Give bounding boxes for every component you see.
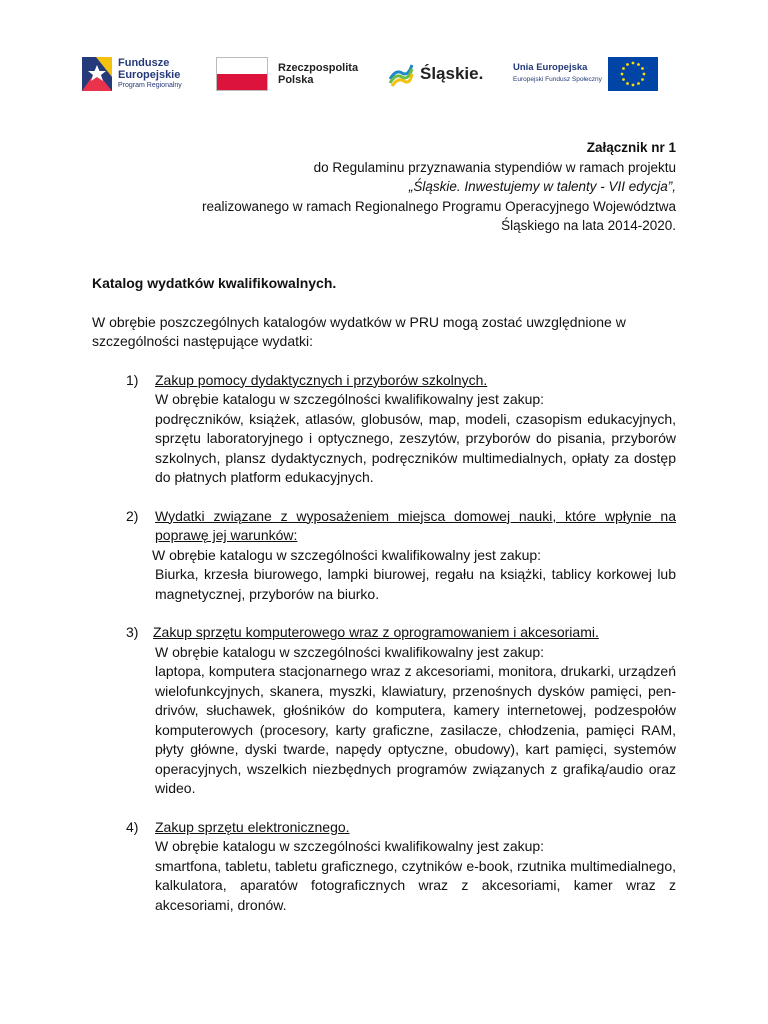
list-item-heading: Zakup sprzętu elektronicznego.: [155, 818, 350, 835]
unia-europejska-logo: [513, 50, 658, 98]
rzeczpospolita-logo: [216, 50, 358, 98]
list-item-lead: W obrębie katalogu w szczególności kwalifikowalny jest zakup:: [155, 391, 545, 407]
fe-star-icon: [82, 53, 112, 95]
document-body: [92, 274, 676, 934]
list-item-description: smartfona, tabletu, tabletu graficznego, czytników e-book, rzutnika multimedialnego, kalkulatora, aparatów fotograficznych wraz z akcesoriami, kamer wraz z akcesoriami, dronów.: [155, 857, 676, 913]
list-item: [92, 623, 676, 799]
slaskie-wave-icon: [388, 61, 414, 87]
list-item-number: 4): [126, 818, 139, 835]
list-item: [92, 818, 676, 916]
annex-title: Załącznik nr 1: [586, 140, 676, 155]
fundusze-europejskie-logo: [82, 50, 182, 98]
fe-line1: Fundusze: [118, 57, 170, 69]
eu-flag-icon: [608, 57, 658, 91]
list-item-heading: Zakup pomocy dydaktycznych i przyborów szkolnych.: [155, 371, 488, 388]
annex-header: [116, 138, 676, 236]
slaskie-text: Śląskie.: [420, 64, 484, 83]
slaskie-logo: [388, 50, 483, 98]
rp-line2: Polska: [278, 74, 314, 86]
fe-line3: Program Regionalny: [118, 82, 182, 89]
list-item-lead: W obrębie katalogu w szczególności kwalifikowalny jest zakup:: [152, 546, 542, 563]
polish-flag-icon: [216, 57, 268, 91]
list-item-heading: Zakup sprzętu komputerowego wraz z oprogramowaniem i akcesoriami.: [153, 624, 599, 640]
list-item-description: Biurka, krzesła biurowego, lampki biurowej, regału na książki, tablicy korkowej lub magnetycznej, przyborów na biurko.: [155, 566, 676, 602]
list-item-description: podręczników, książek, atlasów, globusów, map, modeli, czasopism edukacyjnych, sprzętu laboratoryjnego i optycznego, zeszytów, przyborów do pisania, przyborów szkolnych, plansz dydaktycznych, podręczników multimedialnych, opłaty za dostęp do płatnych platform edukacyjnych.: [155, 410, 676, 485]
intro-paragraph: W obrębie poszczególnych katalogów wydatków w PRU mogą zostać uwzględnione w szczególności następujące wydatki:: [92, 313, 626, 349]
annex-line4: Śląskiego na lata 2014-2020.: [501, 218, 676, 233]
list-item-number: 2): [126, 507, 139, 524]
list-item: [92, 371, 676, 488]
list-item-heading: Wydatki związane z wyposażeniem miejsca domowej nauki, które wpłynie na poprawę jej warunków:: [155, 507, 676, 543]
list-item-lead: W obrębie katalogu w szczególności kwalifikowalny jest zakup:: [155, 643, 545, 660]
annex-line1: do Regulaminu przyznawania stypendiów w ramach projektu: [313, 159, 676, 175]
list-item-description: laptopa, komputera stacjonarnego wraz z akcesoriami, monitora, drukarki, urządzeń wielofunkcyjnych, skanera, myszki, klawiatury, przenośnych dysków pamięci, pen-drivów, słuchawek, głośników do komputera, kamery internetowej, podzespołów komputerowych (procesory, karty graficzne, zasilacze, chłodzenia, pamięci RAM, płyty główne, dyski twarde, napędy optyczne, obudowy), kart pamięci, systemów operacyjnych, wszelkich niezbędnych programów związanych z grafiką/audio oraz wideo.: [155, 663, 676, 796]
catalog-title: Katalog wydatków kwalifikowalnych.: [92, 275, 337, 291]
list-item: [92, 507, 676, 605]
list-item-number: 3): [126, 624, 139, 640]
list-item-number: 1): [126, 371, 139, 388]
list-item-lead: W obrębie katalogu w szczególności kwalifikowalny jest zakup:: [155, 838, 545, 854]
logo-bar: [78, 50, 682, 98]
fe-line2: Europejskie: [118, 69, 181, 81]
ue-line1: Unia Europejska: [513, 62, 588, 73]
rp-line1: Rzeczpospolita: [278, 62, 359, 74]
ue-line2: Europejski Fundusz Społeczny: [513, 76, 602, 83]
annex-line3: realizowanego w ramach Regionalnego Programu Operacyjnego Województwa: [201, 198, 676, 214]
annex-line2: „Śląskie. Inwestujemy w talenty - VII edycja”,: [408, 179, 676, 194]
